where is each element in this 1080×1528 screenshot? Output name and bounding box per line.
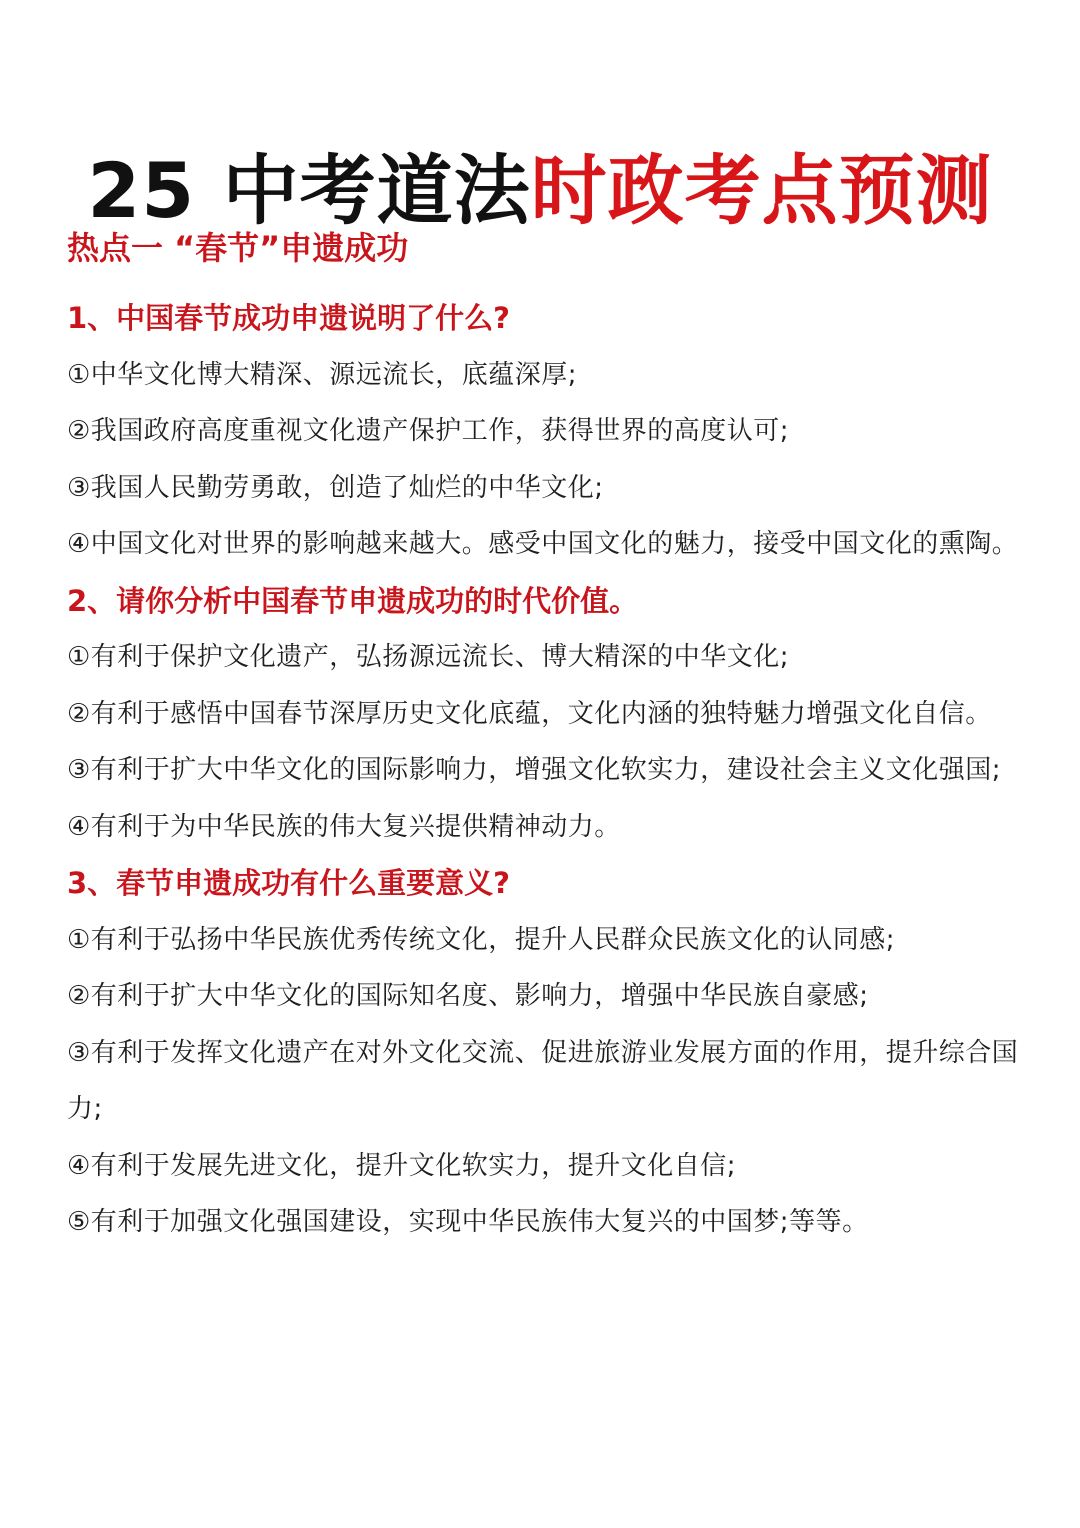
answer-item: ③我国人民勤劳勇敢，创造了灿烂的中华文化; (67, 472, 604, 503)
answer-item: ④中国文化对世界的影响越来越大。感受中国文化的魅力，接受中国文化的熏陶。 (67, 529, 1019, 559)
title-red-part: 时政考点预测 (530, 145, 993, 235)
answer-item: ②有利于扩大中华文化的国际知名度、影响力，增强中华民族自豪感; (67, 981, 869, 1011)
answer-item: ④有利于为中华民族的伟大复兴提供精神动力。 (67, 811, 621, 842)
answer-item: ②我国政府高度重视文化遗产保护工作，获得世界的高度认可; (67, 416, 790, 446)
answer-item: ①有利于保护文化遗产，弘扬源远流长、博大精深的中华文化; (67, 642, 790, 672)
title-black-part: 25 中考道法 (87, 145, 531, 235)
question-heading: 1、中国春节成功申遗说明了什么? (67, 301, 511, 335)
section-1 (67, 290, 1027, 573)
answer-item: ③有利于发挥文化遗产在对外文化交流、促进旅游业发展方面的作用，提升综合国力; (67, 1037, 1019, 1124)
question-heading: 2、请你分析中国春节申遗成功的时代价值。 (67, 583, 639, 618)
section-3 (67, 855, 1027, 1251)
answer-item: ⑤有利于加强文化强国建设，实现中华民族伟大复兴的中国梦;等等。 (67, 1207, 869, 1237)
answer-item: ③有利于扩大中华文化的国际影响力，增强文化软实力，建设社会主义文化强国; (67, 755, 1002, 785)
answer-item: ①中华文化博大精深、源远流长，底蕴深厚; (67, 359, 578, 390)
hotspot-heading: 热点一 “春节”申遗成功 (67, 229, 409, 267)
answer-item: ②有利于感悟中国春节深厚历史文化底蕴，文化内涵的独特魅力增强文化自信。 (67, 698, 992, 729)
question-heading: 3、春节申遗成功有什么重要意义? (67, 866, 511, 900)
answer-item: ④有利于发展先进文化，提升文化软实力，提升文化自信; (67, 1150, 737, 1181)
section-2 (67, 573, 1027, 856)
answer-item: ①有利于弘扬中华民族优秀传统文化，提升人民群众民族文化的认同感; (67, 924, 896, 955)
article-body (67, 220, 1027, 1251)
